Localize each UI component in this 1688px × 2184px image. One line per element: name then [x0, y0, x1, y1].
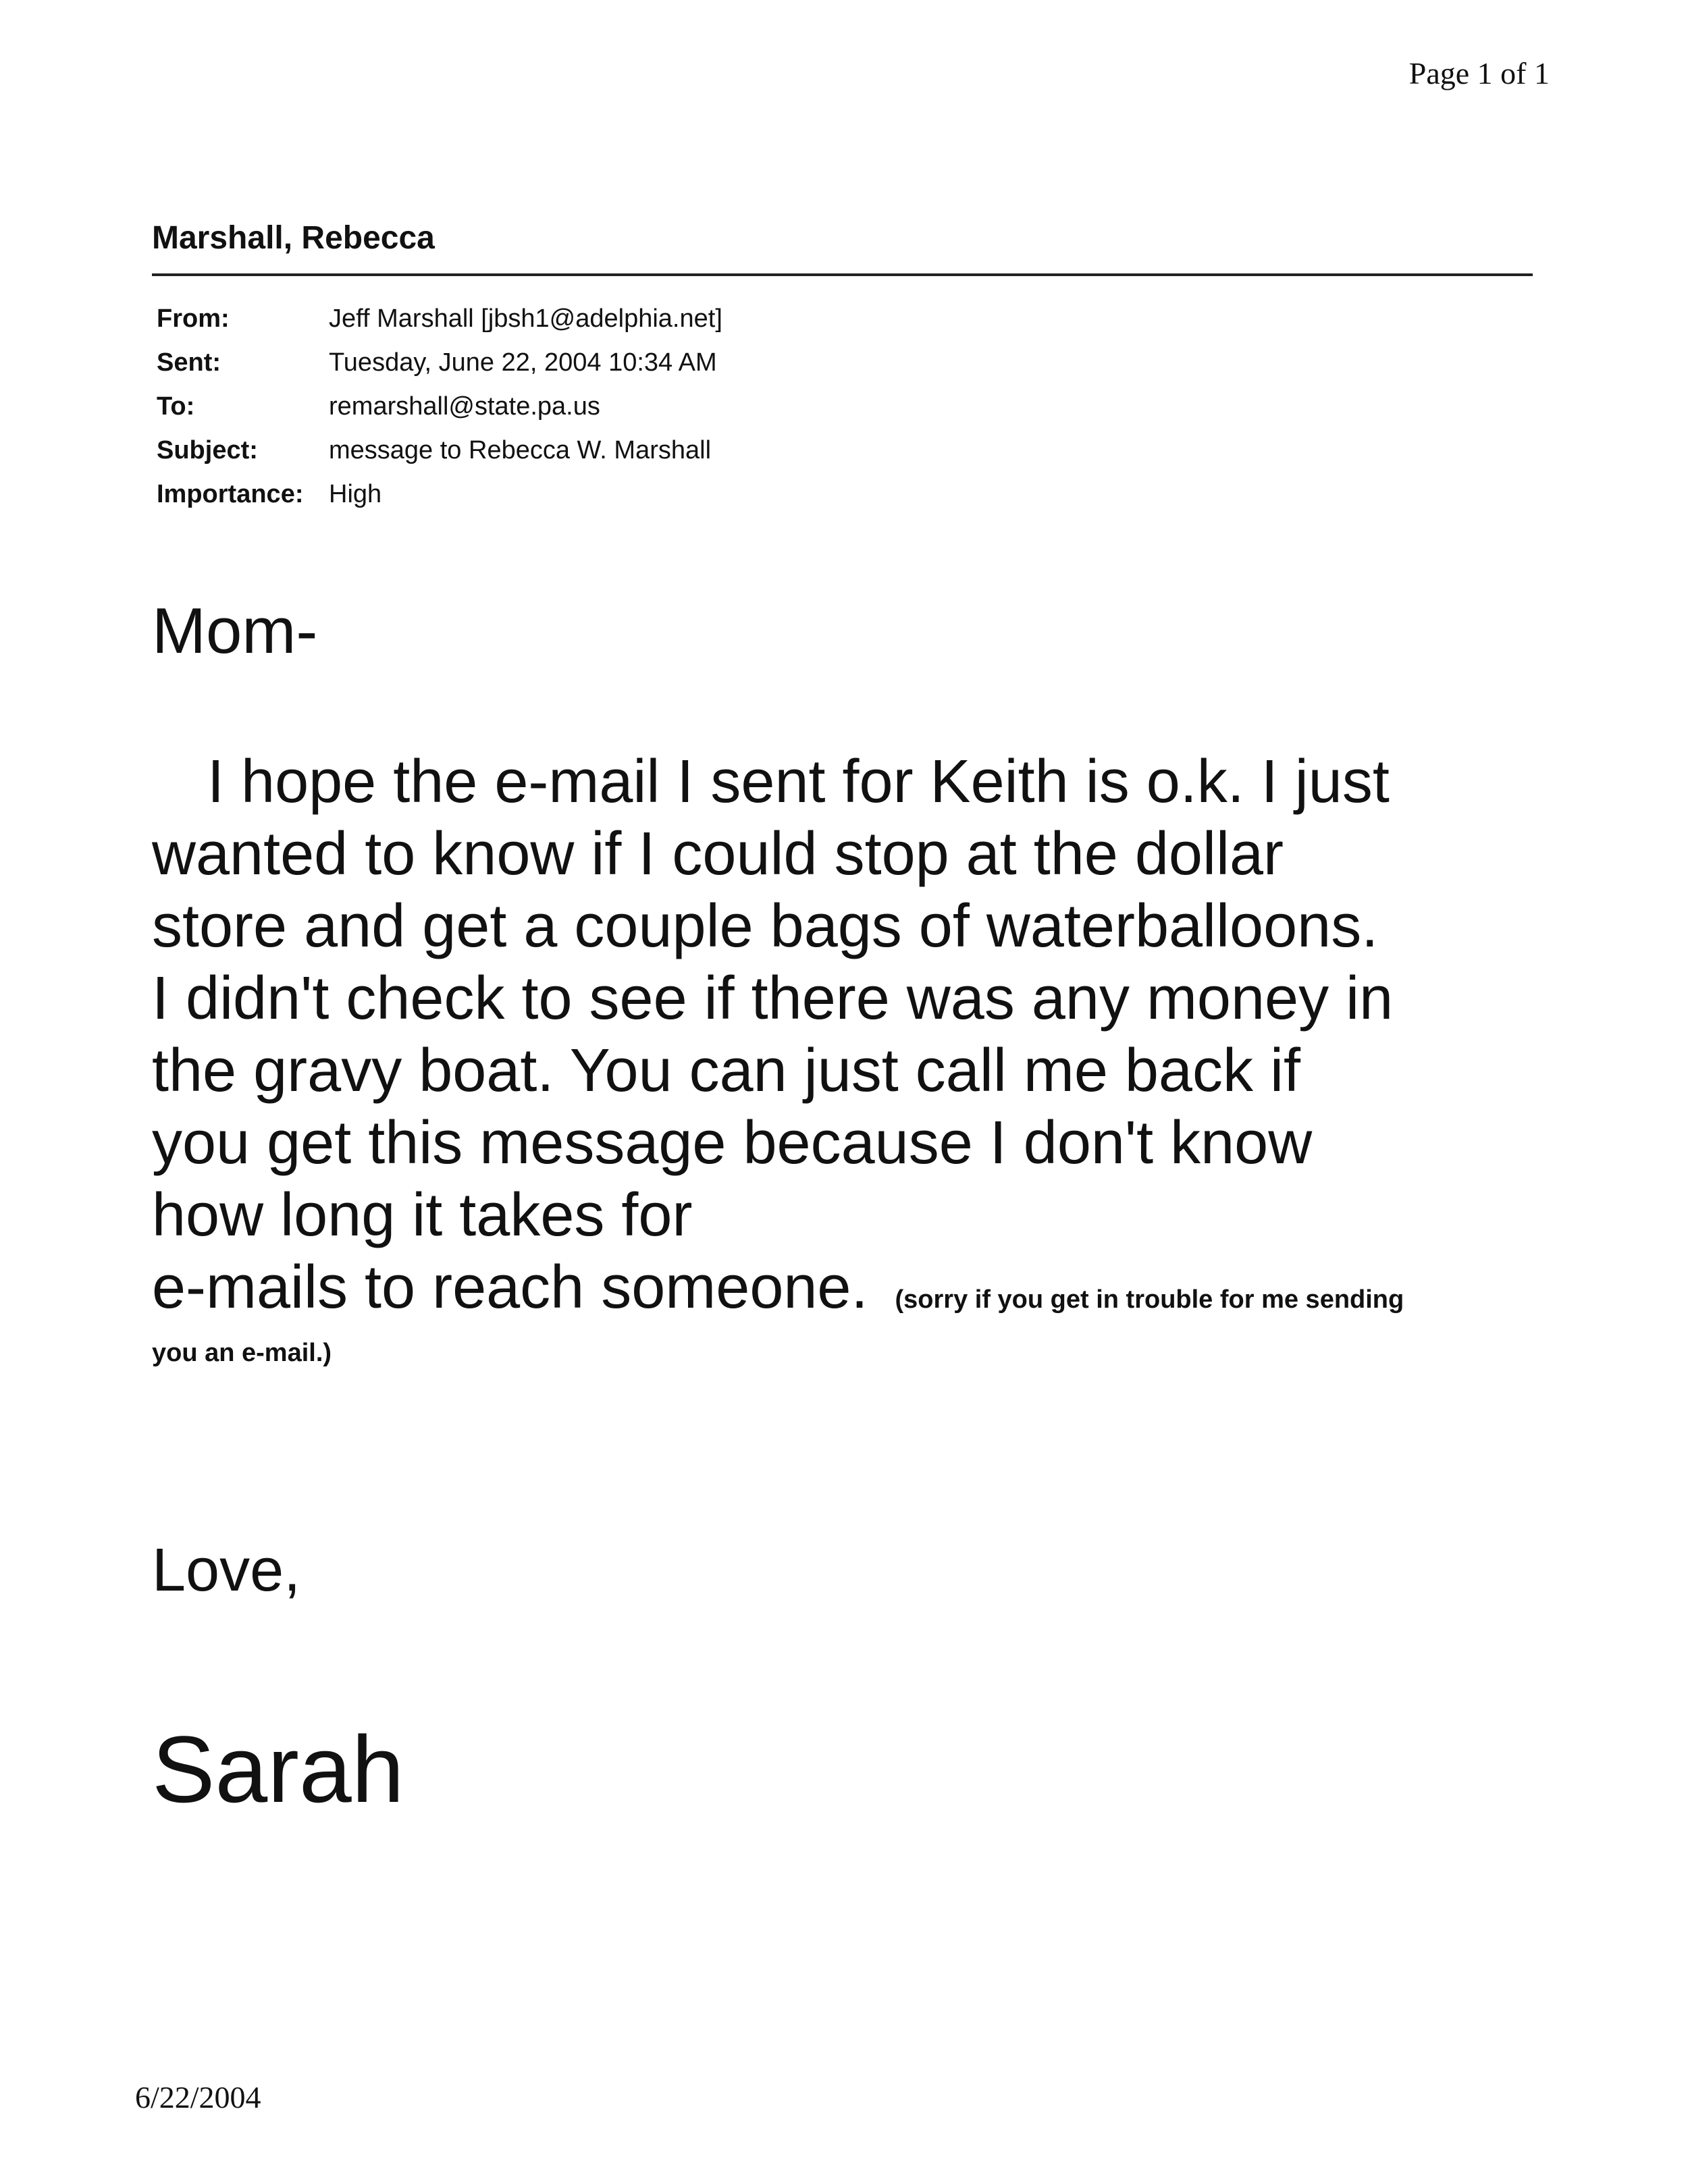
- message-body: [152, 746, 1570, 1370]
- body-line: I hope the e-mail I sent for Keith is o.k. I just: [207, 748, 1390, 816]
- importance-value: High: [329, 480, 382, 508]
- subject-value: message to Rebecca W. Marshall: [329, 436, 712, 464]
- to-row: [157, 385, 722, 429]
- body-line: wanted to know if I could stop at the dollar: [152, 820, 1284, 888]
- subject-row: [157, 429, 722, 473]
- from-row: [157, 297, 722, 341]
- to-value: remarshall@state.pa.us: [329, 392, 600, 421]
- from-value: Jeff Marshall [jbsh1@adelphia.net]: [329, 304, 722, 333]
- body-last-line: [152, 1252, 1570, 1336]
- sent-value: Tuesday, June 22, 2004 10:34 AM: [329, 348, 717, 377]
- aside-note: (sorry if you get in trouble for me sending: [895, 1285, 1404, 1314]
- body-line: I didn't check to see if there was any money in: [152, 965, 1394, 1032]
- message-closing: Love,: [152, 1537, 301, 1604]
- to-label: To:: [157, 392, 195, 421]
- print-date: 6/22/2004: [135, 2080, 261, 2114]
- body-line: store and get a couple bags of waterballoons.: [152, 893, 1379, 960]
- importance-label: Importance:: [157, 480, 304, 508]
- body-line: you get this message because I don't know: [152, 1109, 1313, 1177]
- mailbox-owner: Marshall, Rebecca: [152, 220, 435, 256]
- subject-label: Subject:: [157, 436, 258, 464]
- message-greeting: Mom-: [152, 595, 318, 667]
- aside-note-continued: you an e-mail.): [152, 1339, 332, 1367]
- header-divider: [152, 273, 1533, 276]
- signature-name: Sarah: [152, 1716, 404, 1822]
- body-line: the gravy boat. You can just call me back if: [152, 1037, 1300, 1104]
- importance-row: [157, 473, 722, 516]
- sent-row: [157, 341, 722, 385]
- email-header: [157, 297, 722, 516]
- sent-label: Sent:: [157, 348, 221, 377]
- body-line: how long it takes for: [152, 1181, 693, 1249]
- from-label: From:: [157, 304, 230, 333]
- body-line: e-mails to reach someone.: [152, 1254, 868, 1321]
- page-number: Page 1 of 1: [1408, 56, 1550, 90]
